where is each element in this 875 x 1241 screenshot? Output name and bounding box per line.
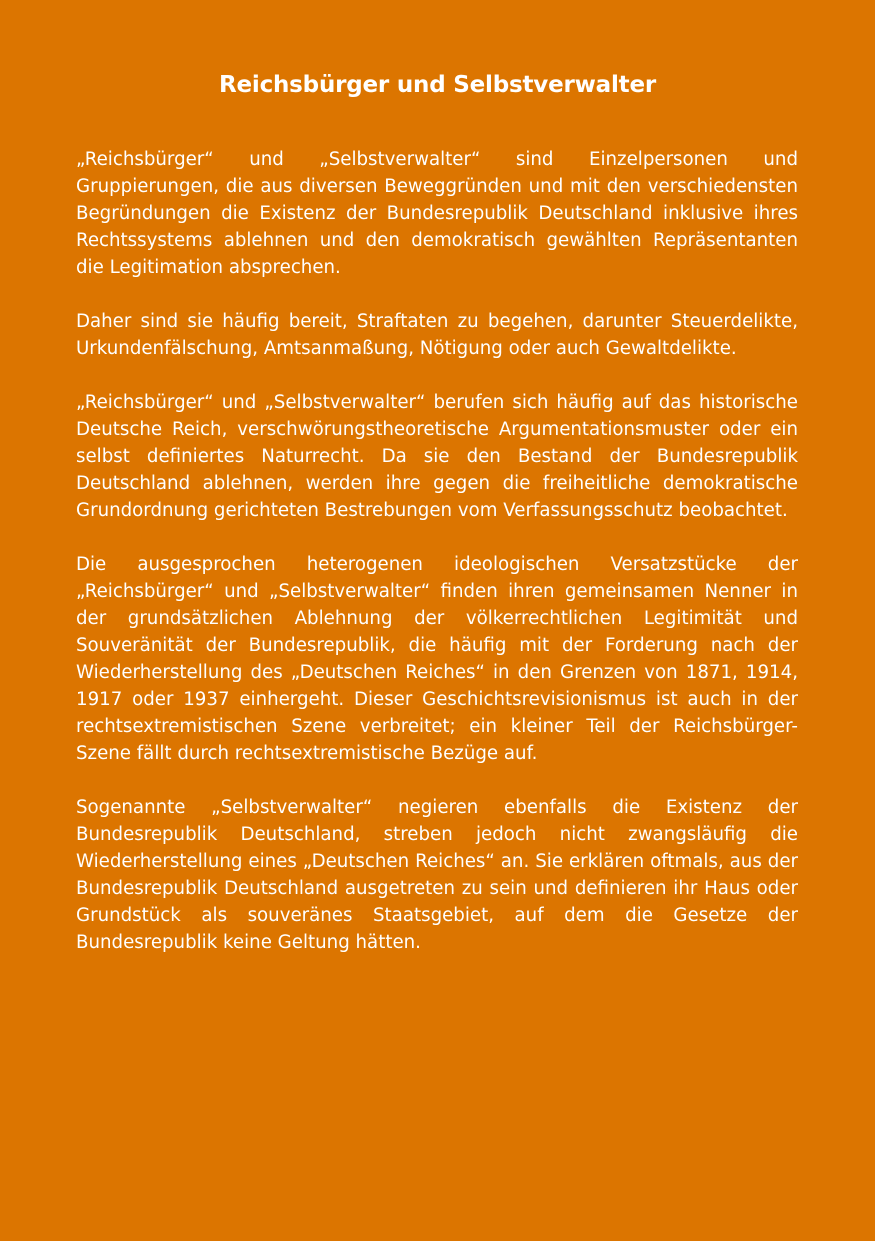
page-title: Reichsbürger und Selbstverwalter — [218, 72, 657, 98]
paragraph-2: Daher sind sie häufig bereit, Straftaten zu begehen, darunter Steuerdelikte, Urkundenfälschung, Amtsanmaßung, Nötigung oder auch Gewaltdelikte. — [76, 311, 798, 359]
body-text — [76, 146, 798, 983]
paragraph-5: Sogenannte „Selbstverwalter“ negieren ebenfalls die Existenz der Bundesrepublik Deutschland, streben jedoch nicht zwangsläufig die Wiederherstellung eines „Deutschen Reiches“ an. Sie erklären oftmals, aus der Bundesrepublik Deutschland ausgetreten zu sein und definieren ihr Haus oder Grundstück als souveränes Staatsgebiet, auf dem die Gesetze der Bundesrepublik keine Geltung hätten. — [76, 797, 798, 953]
paragraph-3: „Reichsbürger“ und „Selbstverwalter“ berufen sich häufig auf das historische Deutsche Reich, verschwörungstheoretische Argumentationsmuster oder ein selbst definiertes Naturrecht. Da sie den Bestand der Bundesrepublik Deutschland ablehnen, werden ihre gegen die freiheitliche demokratische Grundordnung gerichteten Bestrebungen vom Verfassungsschutz beobachtet. — [76, 392, 798, 521]
paragraph-4: Die ausgesprochen heterogenen ideologischen Versatzstücke der „Reichsbürger“ und „Selbstverwalter“ finden ihren gemeinsamen Nenner in der grundsätzlichen Ablehnung der völkerrechtlichen Legitimität und Souveränität der Bundesrepublik, die häufig mit der Forderung nach der Wiederherstellung des „Deutschen Reiches“ in den Grenzen von 1871, 1914, 1917 oder 1937 einhergeht. Dieser Geschichtsrevisionismus ist auch in der rechtsextremistischen Szene verbreitet; ein kleiner Teil der Reichsbürger-Szene fällt durch rechtsextremistische Bezüge auf. — [76, 554, 798, 764]
paragraph-1: „Reichsbürger“ und „Selbstverwalter“ sind Einzelpersonen und Gruppierungen, die aus diversen Beweggründen und mit den verschiedensten Begründungen die Existenz der Bundesrepublik Deutschland inklusive ihres Rechtssystems ablehnen und den demokratisch gewählten Repräsentanten die Legitimation absprechen. — [76, 149, 798, 278]
